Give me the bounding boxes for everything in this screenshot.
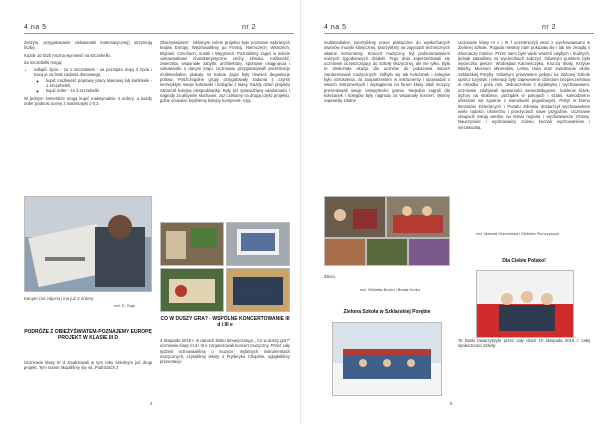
photo-caption: Kacper (na zdjęciu) ma już 2 ordery. (24, 296, 95, 301)
list-item: ◦ kupić możliwość poprawy pracy klasowej lub kartkówki - 1 szczebelek, (46, 78, 152, 89)
paragraph: 4 listopada 2016 r. w ramach bloku tematycznego „ Co w duszy gra?” uczniowie klasy III d i III e zorganizowali koncert muzyczny. Przez cały tydzień rozmawialiśmy o muzyce: wybitnych instrumentach muzycznych, czytaliśmy teksty o Fryderyku Chopinie, oglądaliśmy prezentacje (160, 338, 291, 365)
article-heading: PODRÓŻE Z OBIEŻYŚWIATEM-POZNAJEMY EUROPĘ PROJEKT W KLASIE III D (24, 329, 152, 341)
left-column-1-bottom (24, 360, 152, 373)
green-school-photo (332, 322, 442, 396)
paragraph: Za szczebelki mogą: (24, 59, 63, 65)
list-item: • odłupić życie - za 1 szczebelek - na początku mają 3 życia i tracą je za brak zadania domowego, (34, 67, 152, 78)
concert-photo (324, 196, 386, 238)
concert-photo (366, 238, 408, 266)
paragraph: Uczniowie klasy III c i III f uczestniczyli wraz z wychowawcami w Zielonej Szkole. Pogoda niestety nam pokazała się i tak nie zmajdą ć dzieciaczę rodzice. Przez nami było wiele wrażeń ciepłych i trudnych, jednak staraliśmy na wycieczkach zaliczyć. Głównym punktem było wycieczka piesze: Wodospad Kamieńczyka, Kruczą Skały, Krzywe Baszty, Muzeum Mineralów, Leśna Huta oraz zwiedzanie okolic Szklarskiej Poręby. Głównym priorytetem pobytu na Zielonej Szkole oprócz turystyki i rekreacji były zapewnienie dzieciom bezpieczeństwa w ośrodku i poza nim. Jednocześnie z dydaktyką i wychowaniem. uczniowie zdobywali sprawności samoobsługowe: ścielenie łóżek, dyżury na stołówce, porządek w pokojach i szatni, samodzielne ubieranie się zgodnie z warunkami pogodowymi. Pobyt w Domu Wczasów Dziecięcych i Portalu Zdrowia dostarczył wychowankom wiele radości, uśmiechu i przeżyciach nowe przyjaźnie. Uczniowie ubogacili swoją wiedzę na temat regionu i wychowawcze zmiany. Nauczyciele i wychowawcy znowu kochali wychowanków i niezawodną. (458, 40, 590, 130)
header-issue: 4 na 5 (324, 24, 347, 31)
project-photo (160, 268, 224, 312)
right-column-1-tail (324, 274, 450, 281)
concert-photo (386, 196, 450, 238)
page-number: 4 (150, 401, 153, 406)
article-heading: Dla Ciebie Polsko! (502, 258, 546, 264)
project-photo (226, 222, 290, 266)
author-credit: red. E. Saja (114, 303, 135, 308)
header-rule (324, 33, 594, 34)
paragraph: W jednym semestrze mogą kupić maksymalnie 4 ordery, a każdy order podnosi ocenę z matematyki o 0,3. (24, 95, 152, 106)
paragraph: dzieci. (324, 274, 336, 279)
article-heading: CO W DUSZY GRA? - WSPÓLNE KONCERTOWANIE III d i III e (160, 316, 290, 328)
photo-caption: red. Wioletta Bućko (236, 290, 271, 295)
paragraph: zeszytu, przygotowanie ciekawostki matematycznej) otrzymują liczbę. (24, 40, 152, 51)
right-page (304, 0, 596, 424)
header-rule (24, 33, 294, 34)
right-column-1 (324, 40, 450, 106)
concert-photo (408, 238, 450, 266)
paragraph: To hasło towarzyszyło przez cały dzień 10 listopada 2016 r. całej społeczności Szkoły (458, 338, 590, 349)
paragraph: Obieżyświatem”. Głównym celem projektu było poznanie wybranych krajów Europy. Wędrowaliśmy po Francji, Niemczech, Włoszech, Brytanii, Czechach, Austrii i Węgrzech. Poznaliśmy zajęci w sekcie ciekawostkami charakterystyczne cechy klimatu, roślinność, zwierzęta, wspaniałe zabytki, architekturę, sportowe osiągnięcia i ciekawostki o danym kraju. Uczniowie przygotowywali prezentacje multimedialne, plakaty. W trakcie zajęć były również degustacje potraw. Poszczególne grupy przygotowały zadania z czymś niezwykłym swoje koleżanki i kolegów z klasy. Każdy dzień projektu zamocził kolejną niespodziankę. Były też sprawdziany wiadomości i nagrody za aktywne słuchanie. Już czekamy na drugą część projektu, gdzie omawiać będziemy kolejny kontynent- Azję. (160, 40, 290, 104)
left-page (4, 0, 296, 424)
left-column-2-bottom (160, 338, 290, 366)
classroom-photo (24, 196, 152, 292)
reward-list (24, 67, 152, 93)
page-gutter (300, 0, 301, 424)
list-item: ◦ kupić order - za 3 szczebelki. (46, 88, 152, 93)
page-number: 5 (450, 401, 453, 406)
header-number: nr 2 (242, 24, 257, 31)
author-credit: red. Mariola Grzesińska i Elżbieta Pieńczyszyn (476, 231, 559, 236)
article-heading: Zielona Szkoła w Szklarskiej Porębie (343, 309, 431, 315)
project-photo (160, 222, 224, 266)
header-number: nr 2 (542, 24, 557, 31)
right-column-2-bottom (458, 338, 590, 351)
right-column-2 (458, 40, 590, 132)
paragraph: multimedialne, tworzyliśmy prace plastyczne do wysłuchanych utworów muzyki klasycznej, tworzyliśmy na zajęciach technicznych własne instrumenty. Koncert muzyczny był podsumowaniem naszych tygodniowych działań. Tego dnia zaprezentowali się uczniowie uczęszczający do Szkoły Muzycznej, ale nie tylko. Była to doskonała okazja dla uczniów do pokazania swoich zainteresowań muzycznych. Odbyło się tak koleżanek i kolegów było wzruszenia, za zaopatrzeniem w instrumenty i opowiadali o swoich instrumentach i wystąpienia na forum klasy. Mali muzycy prezentowali swoje umiejętności grania. Niejedno zagrali dla koleżanek i kolegów były nagrodą za wspaniały koncert. Wiemy naprawdę zdolne (324, 40, 450, 104)
paragraph: Każde 10 liczb można wymienić na szczebelki. (24, 52, 111, 58)
polska-photo (476, 270, 574, 338)
left-column-2 (160, 40, 290, 106)
photo-caption: red. Wioletta Bućko i Beata Horko (360, 287, 421, 292)
concert-photo (324, 238, 366, 266)
paragraph: Uczniowie klasy III d zrealizowali w tym roku szkolnym już drugi projekt. Tym razem skupiliśmy się na „Podróżach z (24, 360, 152, 371)
header-issue: 4 na 5 (24, 24, 47, 31)
left-column-1 (24, 40, 152, 108)
